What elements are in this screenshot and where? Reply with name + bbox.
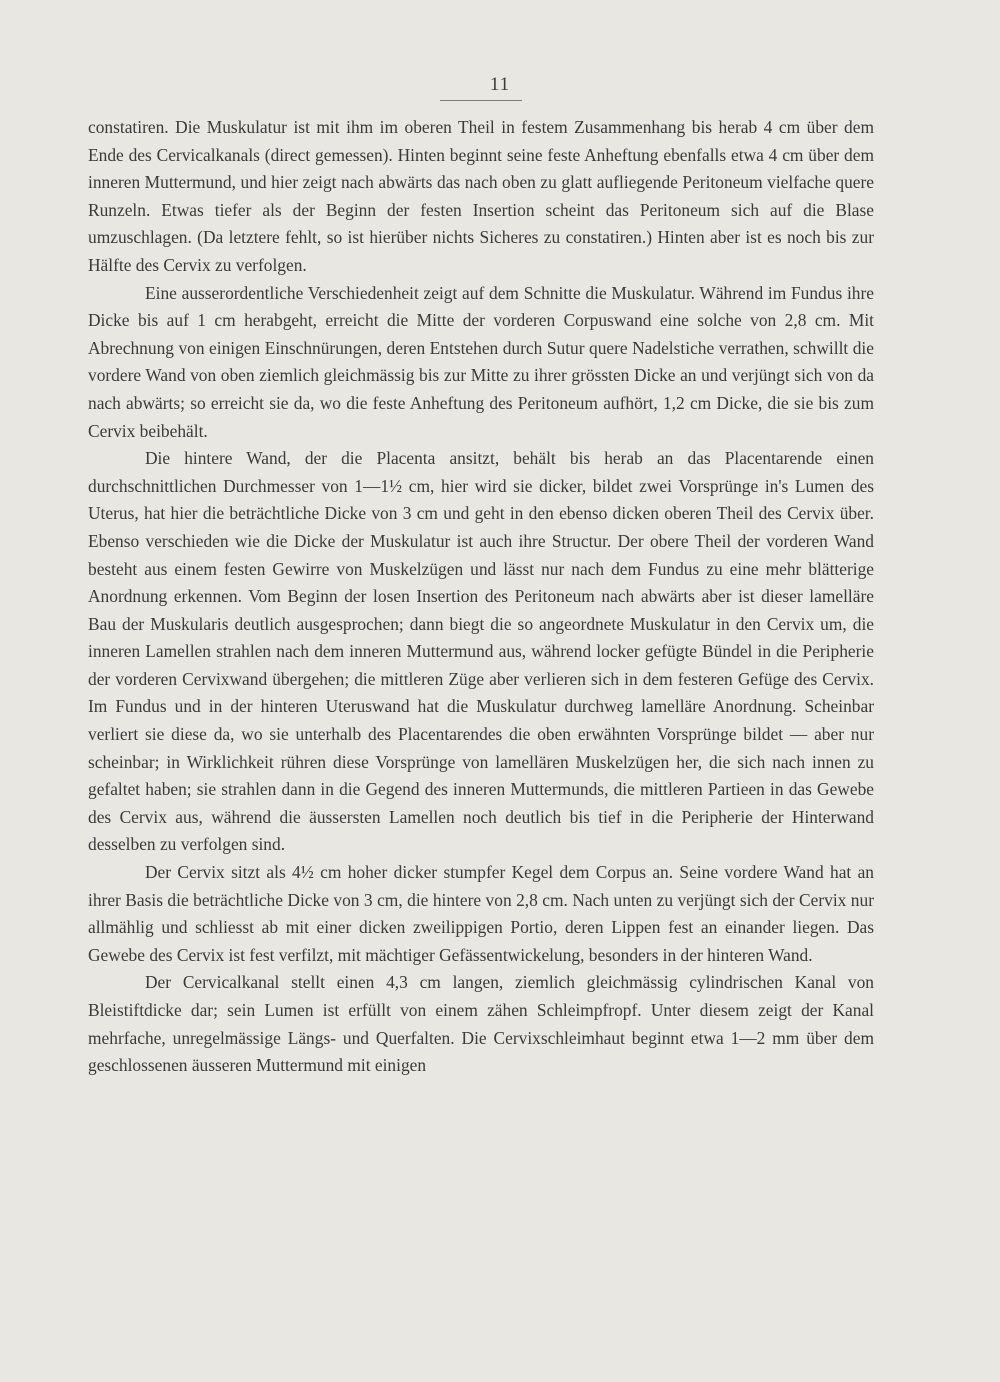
paragraph-1: constatiren. Die Muskulatur ist mit ihm im oberen Theil in festem Zusammenhang bis herab 4 cm über dem Ende des Cervicalkanals (direct gemessen). Hinten beginnt seine feste Anheftung ebenfalls etwa 4 cm über dem inneren Muttermund, und hier zeigt nach abwärts das nach oben zu glatt aufliegende Peritoneum vielfache quere Runzeln. Etwas tiefer als der Beginn der festen Insertion scheint das Peritoneum sich auf die Blase umzuschlagen. (Da letztere fehlt, so ist hierüber nichts Sicheres zu constatiren.) Hinten aber ist es noch bis zur Hälfte des Cervix zu verfolgen. — [88, 117, 874, 275]
paragraph-2: Eine ausserordentliche Verschiedenheit zeigt auf dem Schnitte die Muskulatur. Während im Fundus ihre Dicke bis auf 1 cm herabgeht, erreicht die Mitte der vorderen Corpuswand eine solche von 2,8 cm. Mit Abrechnung von einigen Einschnürungen, deren Entstehen durch Sutur quere Nadelstiche verrathen, schwillt die vordere Wand von oben ziemlich gleichmässig bis zur Mitte zu ihrer grössten Dicke an und verjüngt sich von da nach abwärts; so erreicht sie da, wo die feste Anheftung des Peritoneum aufhört, 1,2 cm Dicke, die sie bis zum Cervix beibehält. — [88, 282, 874, 441]
text-body — [88, 114, 874, 1080]
paragraph-3: Die hintere Wand, der die Placenta ansitzt, behält bis herab an das Placentarende einen durchschnittlichen Durchmesser von 1—1½ cm, hier wird sie dicker, bildet zwei Vorsprünge in's Lumen des Uterus, hat hier die beträchtliche Dicke von 3 cm und geht in den ebenso dicken oberen Theil des Cervix über. Ebenso verschieden wie die Dicke der Muskulatur ist auch ihre Structur. Der obere Theil der vorderen Wand besteht aus einem festen Gewirre von Muskelzügen und lässt nur nach dem Fundus zu eine mehr blätterige Anordnung erkennen. Vom Beginn der losen Insertion des Peritoneum nach abwärts aber ist dieser lamelläre Bau der Muskularis deutlich ausgesprochen; dann biegt die so angeordnete Muskulatur in den Cervix um, die inneren Lamellen strahlen nach dem inneren Muttermund aus, während locker gefügte Bündel in die Peripherie der vorderen Cervixwand übergehen; die mittleren Züge aber verlieren sich in dem festeren Gefüge des Cervix. Im Fundus und in der hinteren Uteruswand hat die Muskulatur durchweg lamelläre Anordnung. Scheinbar verliert sie diese da, wo sie unterhalb des Placentarendes die oben erwähnten Vorsprünge bildet — aber nur scheinbar; in Wirklichkeit rühren diese Vorsprünge von lamellären Muskelzügen her, die sich nach innen zu gefaltet haben; sie strahlen dann in die Gegend des inneren Muttermunds, die mittleren Partieen in das Gewebe des Cervix aus, während die äussersten Lamellen noch deutlich bis tief in die Peripherie der Hinterwand desselben zu verfolgen sind. — [88, 448, 874, 855]
page-number: 11 — [489, 74, 511, 95]
paragraph-4: Der Cervix sitzt als 4½ cm hoher dicker stumpfer Kegel dem Corpus an. Seine vordere Wand hat an ihrer Basis die beträchtliche Dicke von 3 cm, die hintere von 2,8 cm. Nach unten zu verjüngt sich der Cervix nur allmählig und schliesst ab mit einer dicken zweilippigen Portio, deren Lippen fest an einander liegen. Das Gewebe des Cervix ist fest verfilzt, mit mächtiger Gefässentwickelung, besonders in der hinteren Wand. — [88, 862, 874, 965]
page-number-rule — [440, 100, 522, 101]
paragraph-5: Der Cervicalkanal stellt einen 4,3 cm langen, ziemlich gleichmässig cylindrischen Kanal von Bleistiftdicke dar; sein Lumen ist erfüllt von einem zähen Schleimpfropf. Unter diesem zeigt der Kanal mehrfache, unregelmässige Längs- und Querfalten. Die Cervixschleimhaut beginnt etwa 1—2 mm über dem geschlossenen äusseren Muttermund mit einigen — [88, 972, 874, 1076]
